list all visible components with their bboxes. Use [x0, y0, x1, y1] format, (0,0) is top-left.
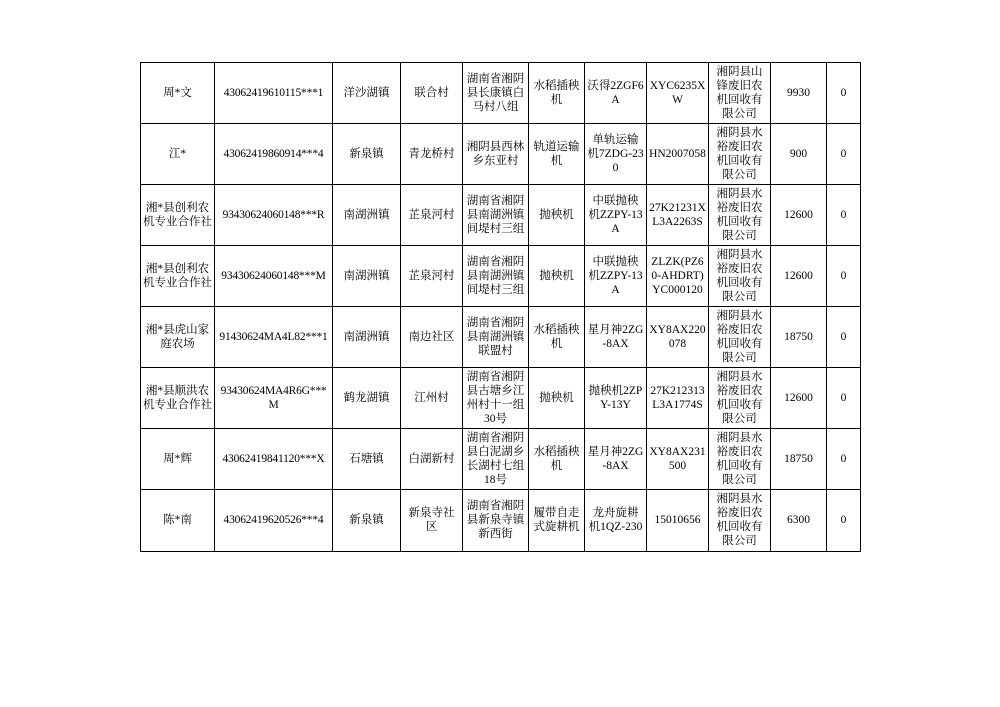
table-container — [140, 62, 860, 552]
cell-id-number: 93430624MA4R6G***M — [215, 368, 333, 429]
cell-dealer: 湘阴县水裕废旧农机回收有限公司 — [709, 246, 771, 307]
cell-town: 南湖洲镇 — [333, 246, 401, 307]
cell-address: 湖南省湘阴县新泉寺镇新西街 — [463, 490, 529, 551]
cell-address: 湖南省湘阴县长康镇白马村八组 — [463, 63, 529, 124]
cell-dealer: 湘阴县水裕废旧农机回收有限公司 — [709, 368, 771, 429]
cell-other: 0 — [827, 429, 861, 490]
cell-address: 湖南省湘阴县古塘乡江州村十一组30号 — [463, 368, 529, 429]
cell-village: 南边社区 — [401, 307, 463, 368]
cell-id-number: 43062419610115***1 — [215, 63, 333, 124]
cell-machine-type: 抛秧机 — [529, 368, 585, 429]
cell-machine-type: 履带自走式旋耕机 — [529, 490, 585, 551]
table-row — [141, 490, 861, 551]
table-row — [141, 307, 861, 368]
cell-address: 湖南省湘阴县南湖洲镇联盟村 — [463, 307, 529, 368]
cell-town: 新泉镇 — [333, 124, 401, 185]
cell-address: 湖南省湘阴县白泥湖乡长湖村七组18号 — [463, 429, 529, 490]
cell-dealer: 湘阴县水裕废旧农机回收有限公司 — [709, 307, 771, 368]
table-row — [141, 63, 861, 124]
cell-town: 洋沙湖镇 — [333, 63, 401, 124]
cell-id-number: 43062419841120***X — [215, 429, 333, 490]
cell-subsidy-amount: 6300 — [771, 490, 827, 551]
cell-village: 新泉寺社区 — [401, 490, 463, 551]
cell-machine-serial: 27K21231XL3A2263S — [647, 185, 709, 246]
cell-other: 0 — [827, 490, 861, 551]
cell-subsidy-amount: 12600 — [771, 246, 827, 307]
table-row — [141, 185, 861, 246]
cell-machine-serial: XY8AX231500 — [647, 429, 709, 490]
cell-village: 青龙桥村 — [401, 124, 463, 185]
cell-other: 0 — [827, 124, 861, 185]
cell-other: 0 — [827, 63, 861, 124]
cell-id-number: 43062419860914***4 — [215, 124, 333, 185]
cell-id-number: 91430624MA4L82***1 — [215, 307, 333, 368]
cell-address: 湖南省湘阴县南湖洲镇间堤村三组 — [463, 246, 529, 307]
cell-village: 芷泉河村 — [401, 185, 463, 246]
cell-other: 0 — [827, 185, 861, 246]
cell-village: 江州村 — [401, 368, 463, 429]
cell-town: 新泉镇 — [333, 490, 401, 551]
cell-machine-model: 沃得2ZGF6A — [585, 63, 647, 124]
cell-subsidy-amount: 900 — [771, 124, 827, 185]
cell-purchaser-name: 江* — [141, 124, 215, 185]
table-row — [141, 246, 861, 307]
cell-machine-serial: XYC6235XW — [647, 63, 709, 124]
cell-purchaser-name: 湘*县创利农机专业合作社 — [141, 246, 215, 307]
cell-machine-serial: ZLZK(PZ60-AHDRT)YC000120 — [647, 246, 709, 307]
cell-machine-model: 抛秧机2ZPY-13Y — [585, 368, 647, 429]
cell-town: 石塘镇 — [333, 429, 401, 490]
subsidy-table — [140, 62, 861, 552]
cell-dealer: 湘阴县水裕废旧农机回收有限公司 — [709, 490, 771, 551]
cell-machine-type: 轨道运输机 — [529, 124, 585, 185]
cell-id-number: 43062419620526***4 — [215, 490, 333, 551]
table-row — [141, 368, 861, 429]
cell-purchaser-name: 湘*县虎山家庭农场 — [141, 307, 215, 368]
cell-other: 0 — [827, 307, 861, 368]
cell-village: 白湖新村 — [401, 429, 463, 490]
cell-machine-serial: 27K212313L3A1774S — [647, 368, 709, 429]
cell-machine-serial: HN2007058 — [647, 124, 709, 185]
cell-machine-model: 星月神2ZG-8AX — [585, 307, 647, 368]
cell-id-number: 93430624060148***R — [215, 185, 333, 246]
cell-village: 芷泉河村 — [401, 246, 463, 307]
cell-subsidy-amount: 18750 — [771, 307, 827, 368]
cell-village: 联合村 — [401, 63, 463, 124]
cell-dealer: 湘阴县水裕废旧农机回收有限公司 — [709, 185, 771, 246]
cell-machine-serial: XY8AX220078 — [647, 307, 709, 368]
cell-town: 南湖洲镇 — [333, 185, 401, 246]
cell-machine-type: 水稻插秧机 — [529, 307, 585, 368]
cell-purchaser-name: 周*辉 — [141, 429, 215, 490]
cell-purchaser-name: 湘*县顺洪农机专业合作社 — [141, 368, 215, 429]
table-row — [141, 429, 861, 490]
cell-subsidy-amount: 12600 — [771, 368, 827, 429]
cell-machine-type: 抛秧机 — [529, 246, 585, 307]
cell-machine-type: 抛秧机 — [529, 185, 585, 246]
cell-subsidy-amount: 9930 — [771, 63, 827, 124]
cell-machine-model: 龙舟旋耕机1QZ-230 — [585, 490, 647, 551]
cell-address: 湘阴县西林乡东亚村 — [463, 124, 529, 185]
cell-machine-model: 中联抛秧机ZZPY-13A — [585, 246, 647, 307]
cell-purchaser-name: 湘*县创利农机专业合作社 — [141, 185, 215, 246]
table-body — [141, 63, 861, 552]
cell-dealer: 湘阴县水裕废旧农机回收有限公司 — [709, 429, 771, 490]
cell-town: 鹤龙湖镇 — [333, 368, 401, 429]
cell-machine-serial: 15010656 — [647, 490, 709, 551]
cell-id-number: 93430624060148***M — [215, 246, 333, 307]
cell-other: 0 — [827, 246, 861, 307]
cell-other: 0 — [827, 368, 861, 429]
cell-machine-type: 水稻插秧机 — [529, 63, 585, 124]
cell-purchaser-name: 陈*南 — [141, 490, 215, 551]
cell-dealer: 湘阴县水裕废旧农机回收有限公司 — [709, 124, 771, 185]
cell-subsidy-amount: 12600 — [771, 185, 827, 246]
cell-machine-model: 中联抛秧机ZZPY-13A — [585, 185, 647, 246]
cell-machine-model: 单轨运输机7ZDG-230 — [585, 124, 647, 185]
cell-town: 南湖洲镇 — [333, 307, 401, 368]
cell-purchaser-name: 周*文 — [141, 63, 215, 124]
cell-machine-type: 水稻插秧机 — [529, 429, 585, 490]
cell-dealer: 湘阴县山锋废旧农机回收有限公司 — [709, 63, 771, 124]
cell-machine-model: 星月神2ZG-8AX — [585, 429, 647, 490]
table-row — [141, 124, 861, 185]
cell-address: 湖南省湘阴县南湖洲镇间堤村三组 — [463, 185, 529, 246]
cell-subsidy-amount: 18750 — [771, 429, 827, 490]
